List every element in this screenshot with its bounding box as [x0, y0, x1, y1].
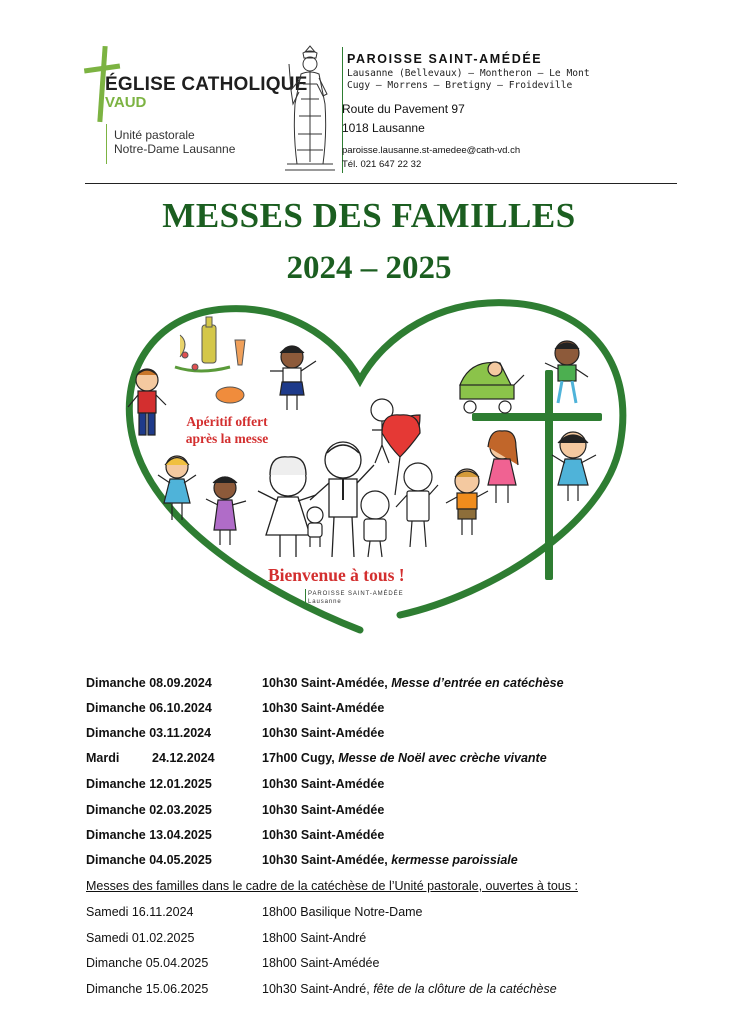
year-title: 2024 – 2025	[286, 250, 452, 286]
schedule2-day: Dimanche 15.06.2025	[86, 982, 209, 996]
schedule-day: Dimanche 13.04.2025	[86, 828, 212, 842]
schedule-day: Dimanche 03.11.2024	[86, 726, 212, 740]
paroisse-contact	[342, 144, 520, 172]
schedule-day: Dimanche 06.10.2024	[86, 701, 212, 715]
schedule2-row	[86, 931, 686, 951]
eglise-subtitle: VAUD	[105, 94, 147, 111]
small-logo-divider	[305, 589, 306, 606]
child-girl-top-icon	[270, 346, 316, 410]
email-link[interactable]: paroisse.lausanne.st-amedee@cath-vd.ch	[342, 145, 521, 156]
schedule-row	[86, 726, 686, 746]
schedule-day: Dimanche 02.03.2025	[86, 803, 212, 817]
catechese-note: Messes des familles dans le cadre de la catéchèse de l’Unité pastorale, ouvertes à tous :	[86, 879, 578, 893]
child-boy-orange-icon	[446, 469, 488, 535]
schedule-row	[86, 803, 686, 823]
schedule2-day: Samedi 01.02.2025	[86, 931, 195, 945]
baby-figure-icon	[307, 507, 323, 547]
schedule-row	[86, 676, 686, 696]
aperitif-line-1: Apéritif offert	[186, 414, 268, 429]
aperitif-drinks-icon	[175, 317, 245, 403]
schedule-day: Dimanche 12.01.2025	[86, 777, 212, 791]
baby-stroller-icon	[460, 362, 524, 413]
saint-amedee-figure-icon	[283, 44, 337, 172]
schedule-time: 10h30 Saint-Amédée, Messe d’entrée en catéchèse	[262, 676, 564, 690]
schedule2-row	[86, 905, 686, 925]
schedule2-time: 18h00 Saint-Amédée	[262, 956, 380, 970]
child-girl-blonde-icon	[158, 456, 196, 520]
schedule2-row	[86, 982, 686, 1002]
unite-pastorale	[114, 128, 235, 156]
schedule-time: 10h30 Saint-Amédée	[262, 701, 385, 715]
address-line-2: 1018 Lausanne	[342, 121, 425, 135]
mother-figure-icon	[258, 457, 316, 557]
child-small-icon	[361, 491, 389, 557]
schedule-time: 10h30 Saint-Amédée	[262, 828, 385, 842]
heart-cross-vertical	[545, 370, 553, 580]
page-title: MESSES DES FAMILLES	[162, 196, 576, 235]
child-boy-center-icon	[396, 463, 438, 547]
schedule-row	[86, 701, 686, 721]
schedule-time: 17h00 Cugy, Messe de Noël avec crèche vivante	[262, 751, 547, 765]
schedule-time: 10h30 Saint-Amédée, kermesse paroissiale	[262, 853, 518, 867]
paroisse-title: PAROISSE SAINT-AMÉDÉE	[347, 52, 543, 66]
schedule-row	[86, 853, 686, 873]
schedule-time: 10h30 Saint-Amédée	[262, 726, 385, 740]
schedule-day: Mardi	[86, 751, 120, 765]
schedule2-time: 18h00 Saint-André	[262, 931, 367, 945]
phone-number: Tél. 021 647 22 32	[342, 159, 422, 170]
places-line-1: Lausanne (Bellevaux) – Montheron – Le Mont	[347, 68, 590, 79]
child-girl-right-icon	[552, 432, 596, 501]
aperitif-line-2: après la messe	[185, 431, 269, 446]
unite-line-2: Notre-Dame Lausanne	[114, 142, 236, 156]
schedule2-time: 10h30 Saint-André, fête de la clôture de la catéchèse	[262, 982, 557, 996]
schedule2-day: Samedi 16.11.2024	[86, 905, 194, 919]
schedule-time: 10h30 Saint-Amédée	[262, 803, 385, 817]
schedule-day: Dimanche 04.05.2025	[86, 853, 212, 867]
eglise-title: ÉGLISE CATHOLIQUE	[105, 74, 308, 95]
unite-divider	[106, 124, 107, 164]
places-line-2: Cugy – Morrens – Bretigny – Froideville	[347, 80, 573, 91]
schedule-row	[86, 828, 686, 848]
small-logo-line-2: Lausanne	[308, 599, 342, 605]
schedule2-day: Dimanche 05.04.2025	[86, 956, 209, 970]
address-line-1: Route du Pavement 97	[342, 102, 465, 116]
schedule-date: 24.12.2024	[152, 751, 215, 765]
schedule-time: 10h30 Saint-Amédée	[262, 777, 385, 791]
schedule2-time: 18h00 Basilique Notre-Dame	[262, 905, 423, 919]
child-girl-redhair-icon	[488, 431, 518, 503]
paroisse-places	[347, 68, 590, 92]
heart-cross-horizontal	[472, 413, 602, 421]
bienvenue-text: Bienvenue à tous !	[268, 565, 405, 585]
schedule-day: Dimanche 08.09.2024	[86, 676, 212, 690]
small-paroisse-logo	[308, 590, 403, 606]
paroisse-address	[342, 100, 465, 138]
aperitif-note	[172, 413, 282, 447]
schedule2-row	[86, 956, 686, 976]
schedule-row	[86, 777, 686, 797]
header-divider	[85, 183, 677, 184]
unite-line-1: Unité pastorale	[114, 128, 195, 142]
small-logo-line-1: PAROISSE SAINT-AMÉDÉE	[308, 591, 404, 597]
schedule-row	[86, 751, 686, 771]
child-girl-dark-icon	[206, 477, 246, 545]
